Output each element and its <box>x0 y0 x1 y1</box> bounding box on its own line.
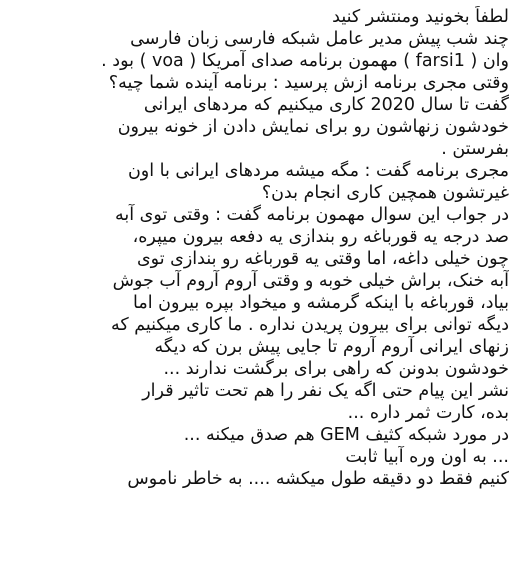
text-line: وان ( farsi1 ) مهمون برنامه صدای آمریکا ( voa ) بود . <box>101 51 509 71</box>
text-line: در مورد شبکه کثیف GEM هم صدق میکنه ... <box>183 425 509 445</box>
text-line: خودشون بدونن که راهی برای برگشت ندارند ... <box>163 359 509 379</box>
text-line: چند شب پیش مدیر عامل شبکه فارسی زبان فارسی <box>130 29 509 49</box>
text-line: در جواب این سوال مهمون برنامه گفت : وقتی توی آبه <box>114 205 509 225</box>
text-line: صد درجه یه قورباغه رو بندازی یه دفعه بیرون میپره، <box>132 227 509 247</box>
text-line: نشر این پیام حتی اگه یک نفر را هم تحت تاثیر قرار <box>142 381 509 401</box>
text-line: بفرستن . <box>441 139 509 159</box>
text-line: گفت تا سال 2020 کاری میکنیم که مردهای ایرانی <box>143 95 509 115</box>
text-line: ... به اون وره آبیا ثابت <box>345 447 509 467</box>
text-line: لطفاً بخونید ومنتشر کنید <box>332 7 509 27</box>
text-line: خودشون زنهاشون رو برای نمایش دادن از خونه بیرون <box>117 117 509 137</box>
text-line: کنیم فقط دو دقیقه طول میکشه .... به خاطر ناموس <box>127 469 509 489</box>
text-line: بده، کارت ثمر داره ... <box>347 403 509 423</box>
message-text <box>8 6 509 490</box>
text-line: آبه خنک، براش خیلی خوبه و وقتی آروم آروم آب جوش <box>112 271 509 291</box>
text-line: غیرتشون همچین کاری انجام بدن؟ <box>261 183 509 203</box>
text-line: وقتی مجری برنامه ازش پرسید : برنامه آینده شما چیه؟ <box>108 73 509 93</box>
text-line: چون خیلی داغه، اما وقتی یه قورباغه رو بندازی توی <box>136 249 509 269</box>
text-line: بیاد، قورباغه با اینکه گرمشه و میخواد بپره بیرون اما <box>133 293 509 313</box>
text-line: مجری برنامه گفت : مگه میشه مردهای ایرانی با اون <box>127 161 509 181</box>
text-line: دیگه توانی برای بیرون پریدن نداره . ما کاری میکنیم که <box>110 315 509 335</box>
text-line: زنهای ایرانی آروم آروم تا جایی پیش برن که دیگه <box>154 337 509 357</box>
